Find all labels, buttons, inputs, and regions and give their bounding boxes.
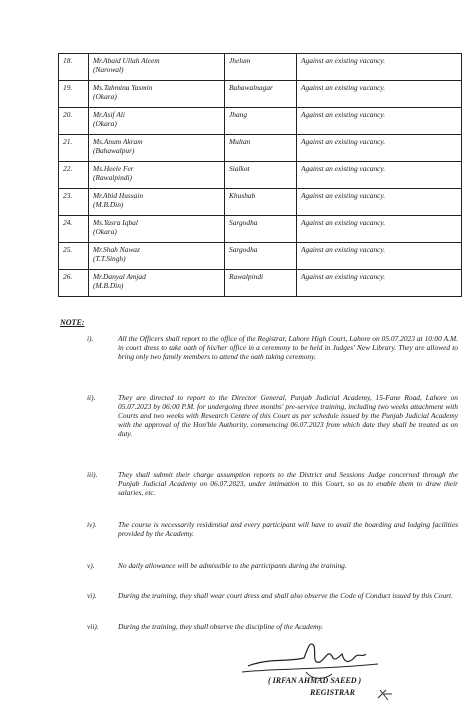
note-number: iv). [87,520,97,529]
officer-district: (Rawalpindi) [93,172,133,182]
remarks: Against an existing vacancy. [297,108,462,135]
remarks: Against an existing vacancy. [297,162,462,189]
officer-cell [89,270,225,297]
officer-cell [89,54,225,81]
remarks: Against an existing vacancy. [297,270,462,297]
note-number: ii). [87,393,96,402]
serial-number: 22. [59,162,89,189]
posting-station: Khushab [225,189,297,216]
note-number: i). [87,334,94,343]
officer-district: (M.B.Din) [93,199,124,209]
signatory-title: REGISTRAR [310,688,355,697]
serial-number: 20. [59,108,89,135]
remarks: Against an existing vacancy. [297,216,462,243]
serial-number: 18. [59,54,89,81]
note-number: vii). [87,622,99,631]
posting-station: Bahawalnagar [225,81,297,108]
officer-district: (Bahawalpur) [93,145,135,155]
posting-station: Sargodha [225,216,297,243]
posting-station: Jhelum [225,54,297,81]
officer-district: (Okara) [93,226,117,236]
handwritten-signature [228,628,408,720]
note-text: They are directed to report to the Director General, Punjab Judicial Academy, 15-Fane Road, Lahore on 05.07.2023 by 06:00 P.M. for undergoing three months' pre-service training, including two weeks attachment with Courts and two weeks with Research Centre of this Court as per schedule issued by the Punjab Judicial Academy with the approval of the Hon'ble Authority, commencing 06.07.2023 from which date they shall be treated as on duty. [118,393,458,438]
table-row [59,270,462,297]
officer-district: (Narowal) [93,64,124,74]
table-row [59,54,462,81]
posting-station: Sialkot [225,162,297,189]
posting-station: Sargodha [225,243,297,270]
note-number: v). [87,561,95,570]
table-row [59,108,462,135]
table-row [59,81,462,108]
officer-cell [89,243,225,270]
signatory-name: ( IRFAN AHMAD SAEED ) [268,676,362,685]
officer-name: Ms.Yasra Iqbal [93,218,138,227]
posting-station: Jhang [225,108,297,135]
officer-cell [89,108,225,135]
note-text: All the Officers shall report to the office of the Registrar, Lahore High Court, Lahore on 05.07.2023 at 10:00 A.M. in court dress to take oath of his/her office in a ceremony to be held in Judges' New Library. They are allowed to bring only two family members to attend the oath taking ceremony. [118,334,458,361]
table-row [59,216,462,243]
note-heading: NOTE: [60,318,85,327]
serial-number: 21. [59,135,89,162]
officer-cell [89,216,225,243]
note-text: During the training, they shall observe the discipline of the Academy. [118,622,324,631]
table-row [59,135,462,162]
officer-cell [89,135,225,162]
signature-block [228,628,408,720]
officer-name: Ms.Anum Akram [93,137,143,146]
remarks: Against an existing vacancy. [297,135,462,162]
serial-number: 23. [59,189,89,216]
note-text: During the training, they shall wear court dress and shall also observe the Code of Conduct issued by this Court. [118,591,453,600]
officer-district: (M.B.Din) [93,280,124,290]
officer-name: Ms.Heele Fer [93,164,134,173]
officer-cell [89,81,225,108]
table-row [59,162,462,189]
posting-station: Multan [225,135,297,162]
officer-name: Mr.Danyal Amjad [93,272,146,281]
note-number: vi). [87,591,97,600]
table-row [59,189,462,216]
officer-district: (Okara) [93,91,117,101]
officer-name: Ms.Tahmina Yasmin [93,83,153,92]
officer-name: Mr.Shah Nawaz [93,245,140,254]
serial-number: 26. [59,270,89,297]
note-text: They shall submit their charge assumption reports to the District and Sessions Judge concerned through the Punjab Judicial Academy on 06.07.2023, under intimation to this Court, so as to enable them to draw their salaries, etc. [118,470,458,497]
officer-cell [89,189,225,216]
table-row [59,243,462,270]
remarks: Against an existing vacancy. [297,54,462,81]
officer-district: (T.T.Singh) [93,253,126,263]
remarks: Against an existing vacancy. [297,189,462,216]
remarks: Against an existing vacancy. [297,81,462,108]
serial-number: 19. [59,81,89,108]
note-text: No daily allowance will be admissible to the participants during the training. [118,561,347,570]
officer-cell [89,162,225,189]
serial-number: 25. [59,243,89,270]
officer-name: Mr.Abaid Ullah Aleem [93,56,160,65]
serial-number: 24. [59,216,89,243]
posting-station: Rawalpindi [225,270,297,297]
note-number: iii). [87,470,98,479]
note-text: The course is necessarily residential and every participant will have to avail the boarding and lodging facilities provided by the Academy. [118,520,458,538]
officer-district: (Okara) [93,118,117,128]
officer-name: Mr.Asif Ali [93,110,125,119]
appointments-table [58,53,462,297]
officer-name: Mr.Abid Hussain [93,191,144,200]
remarks: Against an existing vacancy. [297,243,462,270]
